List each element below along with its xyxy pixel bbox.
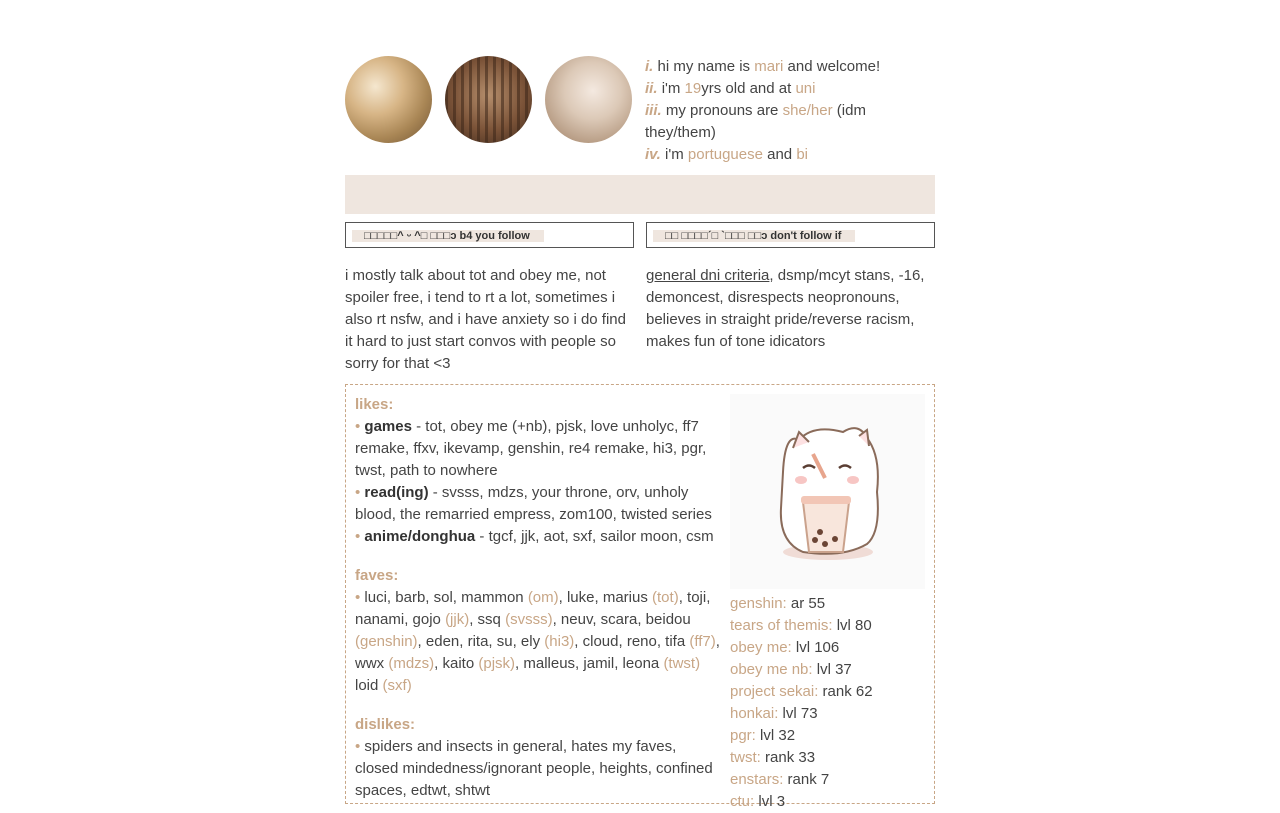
- dislikes-heading: dislikes:: [355, 716, 416, 733]
- dnf-list: , dsmp/mcyt stans, -16, demoncest, disrespects neopronouns, believes in straight pride/reverse racism, makes fun of tone idicators: [646, 267, 925, 350]
- interests-column: [355, 394, 720, 803]
- interests-panel: [345, 384, 935, 810]
- game-stats-list: [730, 593, 925, 813]
- dont-follow-label: □□ □□□□´□ `□□□ □□ↄ don't follow if: [653, 230, 855, 242]
- intro-text: and welcome!: [783, 58, 881, 75]
- game-stat-row: [730, 637, 925, 659]
- before-follow-label: □□□□□^ ᵕ ^□ □□□ↄ b4 you follow: [352, 230, 544, 242]
- game-stat-row: [730, 659, 925, 681]
- intro-text: yrs old and at: [701, 80, 796, 97]
- game-stat-value: rank 7: [783, 771, 830, 788]
- game-stat-row: [730, 681, 925, 703]
- game-stat-name: honkai:: [730, 705, 779, 722]
- game-stat-row: [730, 725, 925, 747]
- intro-line-1: [645, 56, 935, 78]
- game-stat-name: pgr:: [730, 727, 756, 744]
- games-label: games: [364, 418, 412, 435]
- game-stat-value: lvl 37: [812, 661, 852, 678]
- faves-heading: faves:: [355, 567, 399, 584]
- intro-num: i.: [645, 58, 654, 75]
- game-stat-name: tears of themis:: [730, 617, 833, 634]
- game-stat-value: lvl 3: [754, 793, 786, 810]
- game-stat-name: genshin:: [730, 595, 787, 612]
- game-stat-row: [730, 791, 925, 813]
- intro-text: (idm they/them): [645, 102, 866, 141]
- intro-highlight: she/her: [782, 102, 833, 119]
- intro-text: i'm: [665, 146, 688, 163]
- game-stat-name: enstars:: [730, 771, 784, 788]
- faves-section: [355, 565, 720, 697]
- game-stat-value: lvl 80: [832, 617, 872, 634]
- rules-headers: [345, 222, 935, 248]
- game-stat-value: lvl 32: [755, 727, 796, 744]
- faves-list: • luci, barb, sol, mammon (om), luke, marius (tot), toji, nanami, gojo (jjk), ssq (svsss), neuv, scara, beidou (genshin), eden, rita, su, ely (hi3), cloud, reno, tifa (ff7), wwx (mdzs), kaito (pjsk), malleus, jamil, leona (twst) loid (sxf): [355, 589, 720, 694]
- intro-highlight: bi: [796, 146, 809, 163]
- bookshelf-photo: [445, 56, 532, 143]
- intro-highlight: 19: [684, 80, 702, 97]
- divider-band: [345, 175, 935, 214]
- intro-section: [345, 56, 935, 166]
- dislikes-list: • spiders and insects in general, hates my faves, closed mindedness/ignorant people, heights, confined spaces, edtwt, shtwt: [355, 738, 713, 799]
- likes-heading: likes:: [355, 396, 394, 413]
- intro-line-2: [645, 78, 935, 100]
- reading-label: read(ing): [364, 484, 429, 501]
- intro-num: iii.: [645, 102, 662, 119]
- game-stat-name: project sekai:: [730, 683, 819, 700]
- reading-list: - svsss, mdzs, your throne, orv, unholy blood, the remarried empress, zom100, twisted series: [355, 484, 712, 523]
- intro-num: iv.: [645, 146, 661, 163]
- intro-highlight: portuguese: [687, 146, 763, 163]
- game-stat-row: [730, 747, 925, 769]
- game-stat-row: [730, 769, 925, 791]
- intro-text: and: [762, 146, 797, 163]
- profile-page: [345, 56, 935, 810]
- rules-text: [345, 265, 935, 375]
- intro-text: i'm: [661, 80, 685, 97]
- game-stat-value: rank 33: [760, 749, 816, 766]
- game-stat-name: obey me:: [730, 639, 792, 656]
- likes-anime: • anime/donghua - tgcf, jjk, aot, sxf, sailor moon, csm: [355, 528, 714, 545]
- likes-reading: • read(ing) - svsss, mdzs, your throne, orv, unholy blood, the remarried empress, zom100, twisted series: [355, 484, 712, 523]
- dislikes-section: [355, 714, 720, 802]
- anime-list: - tgcf, jjk, aot, sxf, sailor moon, csm: [475, 528, 714, 545]
- anime-label: anime/donghua: [364, 528, 476, 545]
- game-stat-row: [730, 593, 925, 615]
- dont-follow-box: [646, 222, 935, 248]
- cat-icon: [763, 412, 893, 572]
- game-stat-name: twst:: [730, 749, 761, 766]
- intro-line-4: [645, 144, 935, 166]
- intro-text: my pronouns are: [665, 102, 783, 119]
- intro-highlight: mari: [754, 58, 784, 75]
- boba-cat-sticker: [730, 394, 925, 589]
- intro-num: ii.: [645, 80, 658, 97]
- game-stat-value: lvl 73: [778, 705, 818, 722]
- before-follow-box: [345, 222, 634, 248]
- game-stat-value: ar 55: [786, 595, 826, 612]
- intro-line-3: [645, 100, 935, 144]
- games-list: - tot, obey me (+nb), pjsk, love unholyc, ff7 remake, ffxv, ikevamp, genshin, re4 remake, hi3, pgr, twst, path to nowhere: [355, 418, 707, 479]
- game-stat-name: obey me nb:: [730, 661, 813, 678]
- clouds-photo: [345, 56, 432, 143]
- intro-highlight: uni: [795, 80, 816, 97]
- game-stat-name: ctu:: [730, 793, 755, 810]
- game-stat-value: rank 62: [818, 683, 873, 700]
- before-follow-text: i mostly talk about tot and obey me, not spoiler free, i tend to rt a lot, sometimes i also rt nsfw, and i have anxiety so i do find it hard to just start convos with people so sorry for that <3: [345, 267, 626, 372]
- likes-games: • games - tot, obey me (+nb), pjsk, love unholyc, ff7 remake, ffxv, ikevamp, genshin, re4 remake, hi3, pgr, twst, path to nowhere: [355, 418, 707, 479]
- game-stat-value: lvl 106: [791, 639, 840, 656]
- game-stat-row: [730, 703, 925, 725]
- stats-column: [730, 394, 925, 810]
- likes-section: [355, 394, 720, 548]
- intro-text: hi my name is: [657, 58, 755, 75]
- dont-follow-text: [646, 265, 935, 375]
- statue-photo: [545, 56, 632, 143]
- game-stat-row: [730, 615, 925, 637]
- intro-list: [645, 56, 935, 166]
- dni-criteria-link[interactable]: general dni criteria: [646, 267, 770, 284]
